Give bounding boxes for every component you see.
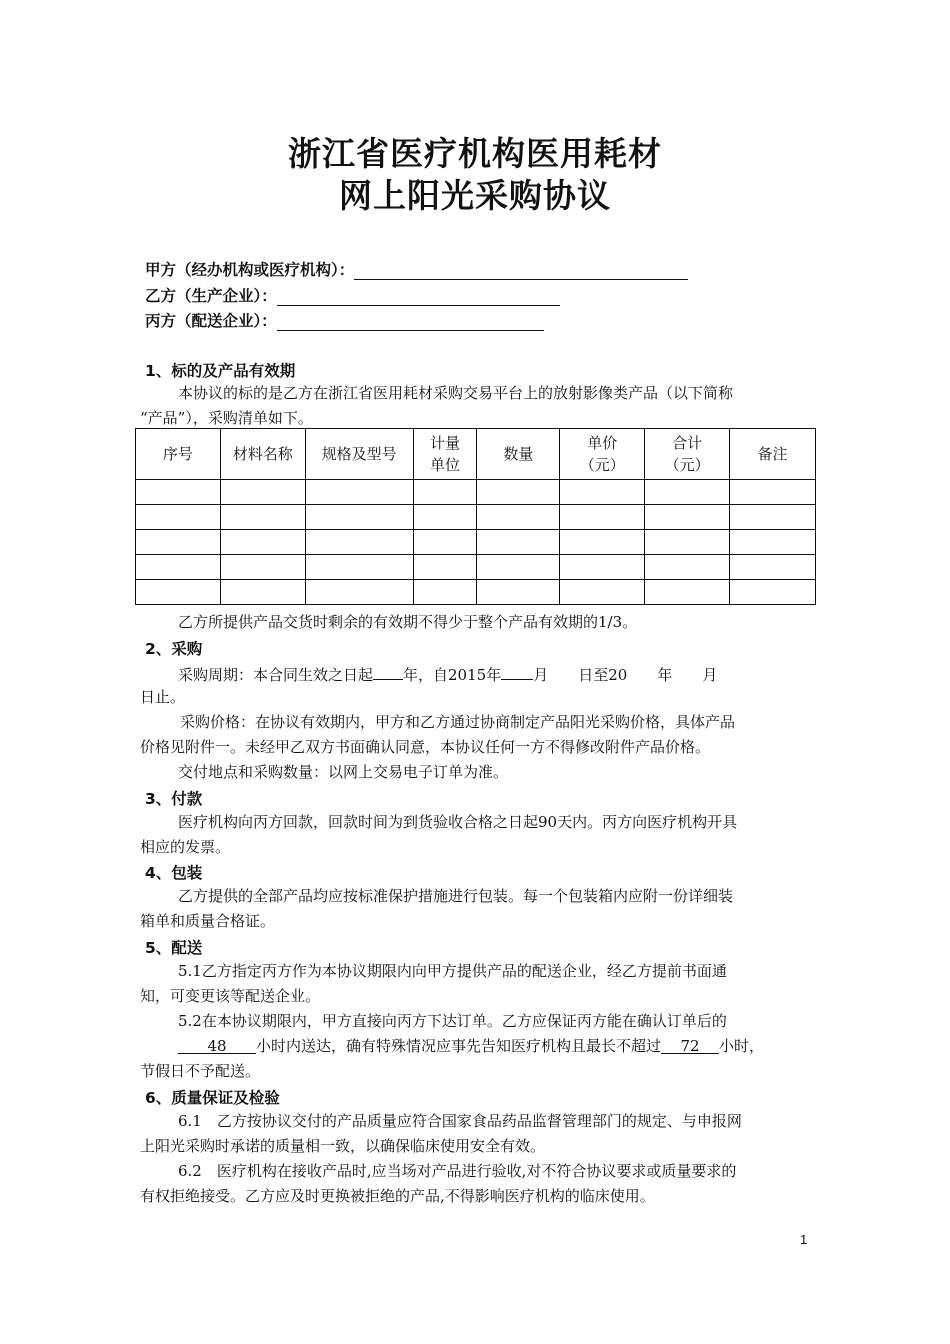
table-cell[interactable]: [645, 480, 730, 505]
table-cell[interactable]: [477, 555, 560, 580]
section-6-p2-line2: 有权拒绝接受。乙方应及时更换被拒绝的产品,不得影响医疗机构的临床使用。: [140, 1187, 655, 1205]
party-a-label: 甲方（经办机构或医疗机构）：: [145, 261, 355, 279]
table-header-cell: 单价 （元）: [560, 429, 645, 480]
table-cell[interactable]: [220, 580, 305, 605]
table-cell[interactable]: [730, 580, 816, 605]
table-cell[interactable]: [730, 555, 816, 580]
table-cell[interactable]: [305, 505, 413, 530]
table-row: [136, 555, 816, 580]
section-6-heading: 6、质量保证及检验: [145, 1089, 280, 1107]
section-4-heading: 4、包装: [145, 864, 203, 882]
table-cell[interactable]: [413, 505, 477, 530]
table-cell[interactable]: [730, 530, 816, 555]
table-row: [136, 505, 816, 530]
max-hours-field[interactable]: 72: [661, 1036, 719, 1054]
section-6-p1-line1: 6.1 乙方按协议交付的产品质量应符合国家食品药品监督管理部门的规定、与申报网: [178, 1112, 742, 1130]
table-cell[interactable]: [220, 505, 305, 530]
table-cell[interactable]: [136, 555, 221, 580]
table-cell[interactable]: [560, 555, 645, 580]
document-title-line1: 浙江省医疗机构医用耗材: [288, 134, 662, 173]
party-a: [145, 258, 688, 280]
table-cell[interactable]: [477, 505, 560, 530]
table-cell[interactable]: [645, 530, 730, 555]
table-cell[interactable]: [136, 480, 221, 505]
table-cell[interactable]: [477, 480, 560, 505]
section-2-period: 采购周期：本合同生效之日起 年，自2015年 月 日至20 年 月: [178, 662, 717, 685]
table-cell[interactable]: [645, 555, 730, 580]
section-1-intro-line1: 本协议的标的是乙方在浙江省医用耗材采购交易平台上的放射影像类产品（以下简称: [178, 384, 734, 402]
table-cell[interactable]: [413, 480, 477, 505]
table-cell[interactable]: [477, 530, 560, 555]
section-1-heading: 1、标的及产品有效期: [145, 362, 296, 380]
section-3-heading: 3、付款: [145, 790, 203, 808]
section-2-delivery: 交付地点和采购数量：以网上交易电子订单为准。: [178, 763, 509, 781]
table-header-cell: 序号: [136, 429, 221, 480]
table-cell[interactable]: [730, 505, 816, 530]
section-6-p2-line1: 6.2 医疗机构在接收产品时,应当场对产品进行验收,对不符合协议要求或质量要求的: [178, 1162, 737, 1180]
table-cell[interactable]: [305, 555, 413, 580]
table-cell[interactable]: [560, 480, 645, 505]
party-a-field[interactable]: [354, 263, 688, 280]
party-b: [145, 284, 560, 306]
table-cell[interactable]: [220, 530, 305, 555]
table-header-cell: 合计 （元）: [645, 429, 730, 480]
table-row: [136, 480, 816, 505]
table-cell[interactable]: [413, 580, 477, 605]
section-4-line1: 乙方提供的全部产品均应按标准保护措施进行包装。每一个包装箱内应附一份详细装: [178, 887, 734, 905]
table-cell[interactable]: [560, 530, 645, 555]
table-cell[interactable]: [645, 505, 730, 530]
section-3-line2: 相应的发票。: [140, 838, 231, 856]
table-cell[interactable]: [220, 555, 305, 580]
section-4-line2: 箱单和质量合格证。: [140, 912, 276, 930]
table-cell[interactable]: [305, 530, 413, 555]
section-2-price-line2: 价格见附件一。未经甲乙双方书面确认同意，本协议任何一方不得修改附件产品价格。: [140, 738, 711, 756]
table-cell[interactable]: [413, 530, 477, 555]
section-5-p2-line3: 节假日不予配送。: [140, 1062, 261, 1080]
table-cell[interactable]: [136, 505, 221, 530]
section-1-intro-line2: “产品”），采购清单如下。: [140, 409, 313, 427]
section-1-note: 乙方所提供产品交货时剩余的有效期不得少于整个产品有效期的1/3。: [178, 613, 638, 631]
table-cell[interactable]: [136, 530, 221, 555]
table-header-cell: 备注: [730, 429, 816, 480]
table-cell[interactable]: [645, 580, 730, 605]
section-5-p1-line2: 知，可变更该等配送企业。: [140, 987, 321, 1005]
party-c-label: 丙方（配送企业）：: [145, 312, 277, 330]
table-cell[interactable]: [730, 480, 816, 505]
table-cell[interactable]: [477, 580, 560, 605]
document-title-line2: 网上阳光采购协议: [339, 176, 611, 215]
section-5-p1-line1: 5.1乙方指定丙方作为本协议期限内向甲方提供产品的配送企业，经乙方提前书面通: [178, 962, 727, 980]
table-cell[interactable]: [220, 480, 305, 505]
section-3-line1: 医疗机构向丙方回款，回款时间为到货验收合格之日起90天内。丙方向医疗机构开具: [178, 813, 738, 831]
procurement-table: [135, 428, 816, 605]
page-number: 1: [800, 1232, 808, 1247]
table-row: [136, 530, 816, 555]
section-2-heading: 2、采购: [145, 640, 203, 658]
section-2-period-end: 日止。: [140, 688, 186, 706]
section-5-heading: 5、配送: [145, 939, 203, 957]
table-header-row: [136, 429, 816, 480]
table-cell[interactable]: [305, 580, 413, 605]
delivery-hours-field[interactable]: 48: [178, 1036, 256, 1054]
table-header-cell: 材料名称: [220, 429, 305, 480]
party-c-field[interactable]: [277, 314, 544, 331]
table-cell[interactable]: [305, 480, 413, 505]
table-cell[interactable]: [560, 580, 645, 605]
table-cell[interactable]: [136, 580, 221, 605]
table-header-cell: 数量: [477, 429, 560, 480]
section-5-p2-line2: 48 小时内送达，确有特殊情况应事先告知医疗机构且最长不超过 72 小时，: [178, 1036, 764, 1056]
section-6-p1-line2: 上阳光采购时承诺的质量相一致，以确保临床使用安全有效。: [140, 1137, 546, 1155]
section-5-p2-line1: 5.2在本协议期限内，甲方直接向丙方下达订单。乙方应保证丙方能在确认订单后的: [178, 1012, 727, 1030]
section-2-price-line1: 采购价格：在协议有效期内，甲方和乙方通过协商制定产品阳光采购价格，具体产品: [180, 713, 736, 731]
table-header-cell: 规格及型号: [305, 429, 413, 480]
party-c: [145, 309, 544, 331]
party-b-label: 乙方（生产企业）：: [145, 287, 277, 305]
table-cell[interactable]: [560, 505, 645, 530]
table-header-cell: 计量 单位: [413, 429, 477, 480]
table-row: [136, 580, 816, 605]
party-b-field[interactable]: [277, 289, 560, 306]
table-cell[interactable]: [413, 555, 477, 580]
